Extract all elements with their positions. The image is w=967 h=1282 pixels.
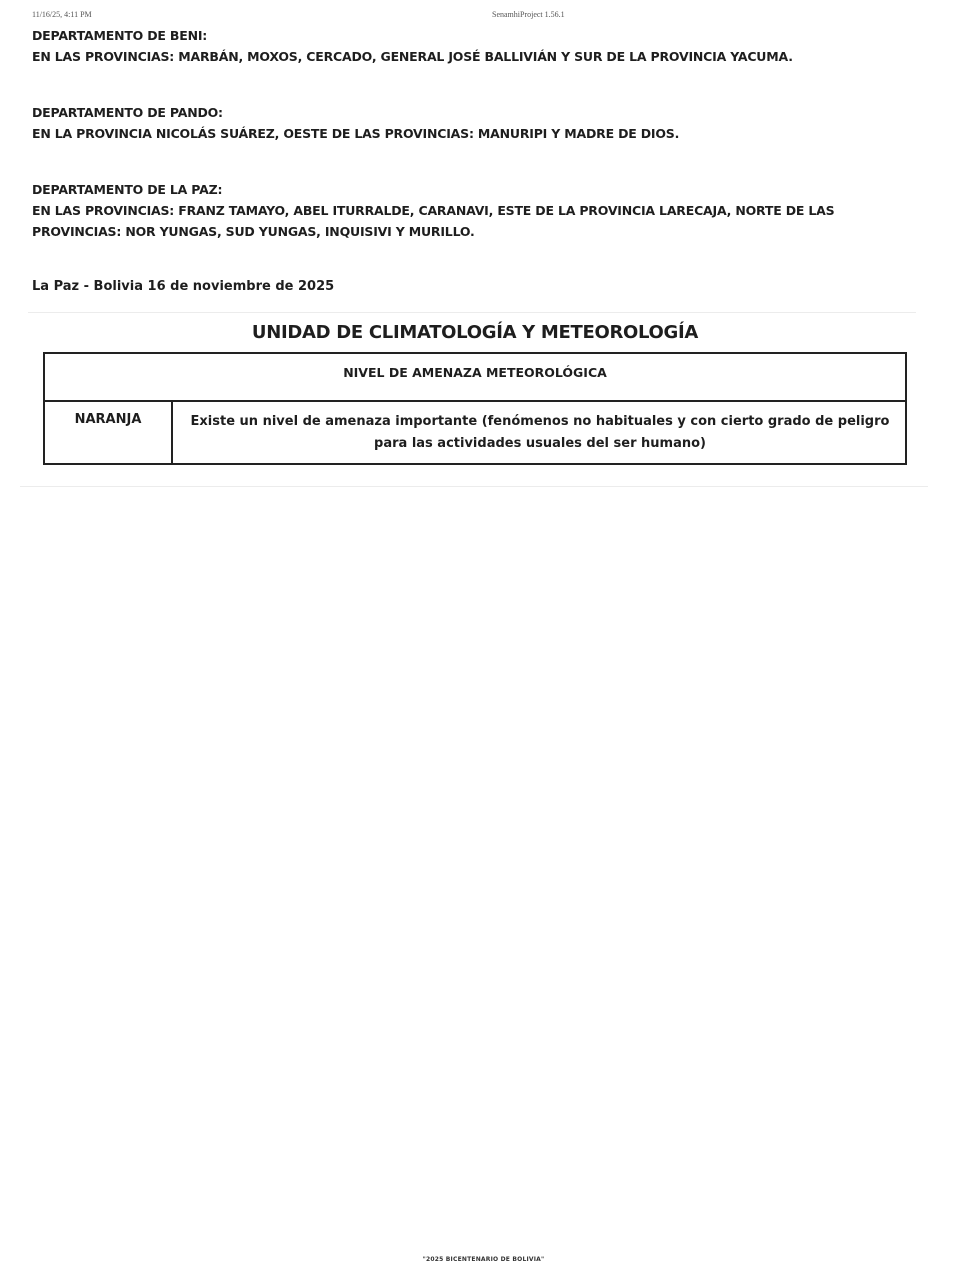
department-title: DEPARTAMENTO DE LA PAZ: [32,182,223,197]
department-title: DEPARTAMENTO DE PANDO: [32,105,223,120]
print-datetime: 11/16/25, 4:11 PM [32,10,92,19]
threat-level-cell: NARANJA [45,402,173,463]
section-la-paz [32,179,912,242]
department-provinces: EN LAS PROVINCIAS: FRANZ TAMAYO, ABEL ITURRALDE, CARANAVI, ESTE DE LA PROVINCIA LARECAJA, NORTE DE LAS PROVINCIAS: NOR YUNGAS, SUD YUNGAS, INQUISIVI Y MURILLO. [32,203,835,239]
divider [28,312,916,313]
page-footer: "2025 BICENTENARIO DE BOLIVIA" [422,1256,545,1263]
department-title: DEPARTAMENTO DE BENI: [32,28,208,43]
print-header [32,10,935,22]
divider [20,486,928,487]
section-pando [32,102,912,144]
department-provinces: EN LAS PROVINCIAS: MARBÁN, MOXOS, CERCADO, GENERAL JOSÉ BALLIVIÁN Y SUR DE LA PROVINCIA YACUMA. [32,49,793,64]
unit-title: UNIDAD DE CLIMATOLOGÍA Y METEOROLOGÍA [251,322,699,343]
section-beni [32,25,912,67]
department-provinces: EN LA PROVINCIA NICOLÁS SUÁREZ, OESTE DE LAS PROVINCIAS: MANURIPI Y MADRE DE DIOS. [32,126,680,141]
threat-level-table [43,352,907,465]
table-header: NIVEL DE AMENAZA METEOROLÓGICA [45,354,905,402]
date-location: La Paz - Bolivia 16 de noviembre de 2025 [32,279,335,294]
threat-description-cell: Existe un nivel de amenaza importante (fenómenos no habituales y con cierto grado de peligro para las actividades usuales del ser humano) [190,414,890,451]
print-app-name: SenamhiProject 1.56.1 [492,10,565,19]
